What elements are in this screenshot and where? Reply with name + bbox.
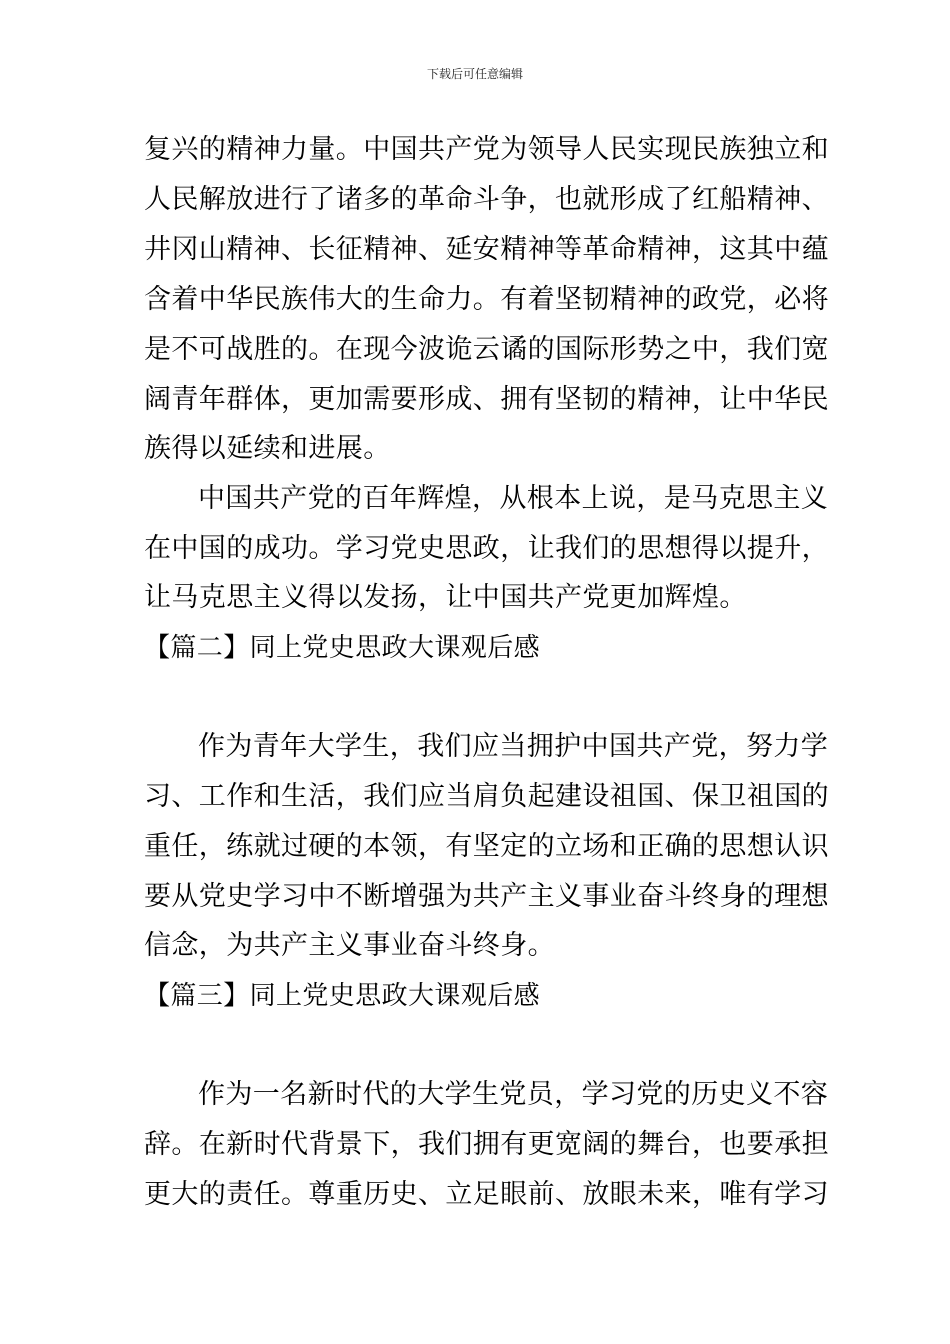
section-heading: 【篇二】同上党史思政大课观后感 <box>144 633 541 663</box>
paragraph-line: 复兴的精神力量。中国共产党为领导人民实现民族独立和 <box>144 134 829 165</box>
paragraph-line: 要从党史学习中不断增强为共产主义事业奋斗终身的理想 <box>144 881 829 912</box>
paragraph-line: 含着中华民族伟大的生命力。有着坚韧精神的政党，必将 <box>144 284 829 315</box>
paragraph-line: 更大的责任。尊重历史、立足眼前、放眼未来，唯有学习 <box>144 1179 829 1210</box>
paragraph-line: 井冈山精神、长征精神、延安精神等革命精神，这其中蕴 <box>144 234 829 265</box>
paragraph-line: 人民解放进行了诸多的革命斗争，也就形成了红船精神、 <box>144 184 829 215</box>
paragraph-line: 作为一名新时代的大学生党员，学习党的历史义不容 <box>198 1079 829 1110</box>
paragraph-line: 信念，为共产主义事业奋斗终身。 <box>144 930 555 961</box>
page-header-note: 下载后可任意编辑 <box>426 67 523 81</box>
paragraph-line: 阔青年群体，更加需要形成、拥有坚韧的精神，让中华民 <box>144 384 829 415</box>
paragraph-line: 重任，练就过硬的本领，有坚定的立场和正确的思想认识 <box>144 831 829 862</box>
paragraph-line: 中国共产党的百年辉煌，从根本上说，是马克思主义 <box>198 483 829 514</box>
paragraph-line: 习、工作和生活，我们应当肩负起建设祖国、保卫祖国的 <box>144 781 829 812</box>
section-heading: 【篇三】同上党史思政大课观后感 <box>144 981 541 1011</box>
paragraph-line: 是不可战胜的。在现今波诡云谲的国际形势之中，我们宽 <box>144 334 829 365</box>
paragraph-line: 族得以延续和进展。 <box>144 433 391 464</box>
paragraph-line: 在中国的成功。学习党史思政，让我们的思想得以提升， <box>144 533 829 564</box>
paragraph-line: 辞。在新时代背景下，我们拥有更宽阔的舞台，也要承担 <box>144 1129 829 1160</box>
paragraph-line: 作为青年大学生，我们应当拥护中国共产党，努力学 <box>198 731 829 762</box>
paragraph-line: 让马克思主义得以发扬，让中国共产党更加辉煌。 <box>144 582 747 613</box>
